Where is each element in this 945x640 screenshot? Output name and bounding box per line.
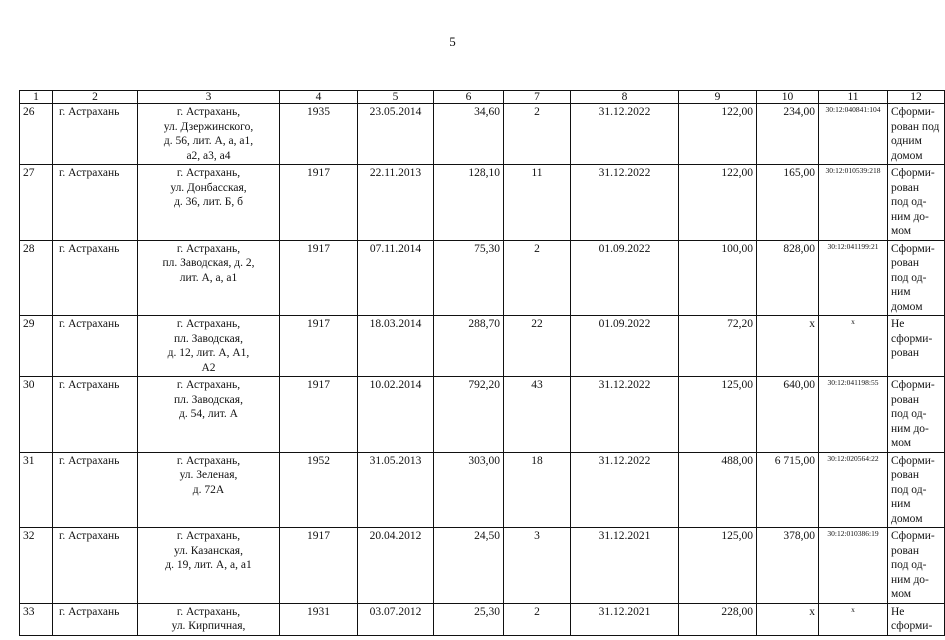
- city-cell: г. Астрахань: [53, 104, 138, 165]
- status-line: мом: [891, 437, 912, 449]
- status-line: домом: [891, 149, 923, 162]
- status-line: Сформи-: [891, 106, 935, 118]
- status-line: мом: [891, 225, 912, 237]
- address-line: д. 72А: [192, 483, 225, 496]
- status-cell: [888, 165, 945, 241]
- status-line: рован: [891, 347, 920, 359]
- status-cell: [888, 603, 945, 635]
- status-line: ним до-: [891, 210, 929, 223]
- year-cell: 1952: [280, 452, 358, 528]
- status-line: под од-: [891, 271, 927, 284]
- col-header: 5: [358, 91, 434, 104]
- date-cell: 22.11.2013: [358, 165, 434, 241]
- col-header: 12: [888, 91, 945, 104]
- value9-cell: 72,20: [679, 316, 757, 377]
- status-line: рован: [891, 257, 920, 269]
- address-cell: [138, 528, 280, 604]
- row-number: 32: [20, 528, 53, 604]
- city-cell: г. Астрахань: [53, 165, 138, 241]
- cadastral-number-cell: 30:12:010539:218: [819, 165, 888, 241]
- deadline-cell: 31.12.2022: [571, 104, 679, 165]
- count-cell: 18: [504, 452, 571, 528]
- value9-cell: 100,00: [679, 240, 757, 316]
- status-line: под од-: [891, 408, 927, 420]
- status-line: сформи-: [891, 332, 933, 345]
- cadastral-number-cell: 30:12:041199:21: [819, 240, 888, 316]
- address-line: ул. Дзержинского,: [163, 120, 254, 133]
- col-header: 10: [757, 91, 819, 104]
- row-number: 26: [20, 104, 53, 165]
- count-cell: 22: [504, 316, 571, 377]
- area-cell: 24,50: [434, 528, 504, 604]
- address-line: г. Астрахань,: [176, 530, 241, 542]
- count-cell: 3: [504, 528, 571, 604]
- address-line: г. Астрахань,: [176, 318, 241, 330]
- count-cell: 2: [504, 603, 571, 635]
- value10-cell: 165,00: [757, 165, 819, 241]
- address-line: А2: [201, 361, 216, 374]
- col-header: 3: [138, 91, 280, 104]
- cadastral-number-cell: 30:12:041198:55: [819, 377, 888, 453]
- date-cell: 07.11.2014: [358, 240, 434, 316]
- status-cell: [888, 104, 945, 165]
- deadline-cell: 31.12.2022: [571, 165, 679, 241]
- table-row: [20, 603, 945, 635]
- status-line: рован: [891, 181, 920, 194]
- address-line: ул. Донбасская,: [170, 181, 247, 194]
- table-row: [20, 452, 945, 528]
- address-line: г. Астрахань,: [176, 106, 241, 118]
- address-cell: [138, 240, 280, 316]
- address-cell: [138, 316, 280, 377]
- date-cell: 18.03.2014: [358, 316, 434, 377]
- address-cell: [138, 165, 280, 241]
- deadline-cell: 31.12.2022: [571, 377, 679, 453]
- count-cell: 43: [504, 377, 571, 453]
- date-cell: 03.07.2012: [358, 603, 434, 635]
- status-line: рован под: [891, 120, 940, 133]
- value9-cell: 125,00: [679, 377, 757, 453]
- table-row: [20, 240, 945, 316]
- status-cell: [888, 528, 945, 604]
- area-cell: 288,70: [434, 316, 504, 377]
- cadastral-number-cell: 30:12:020564:22: [819, 452, 888, 528]
- col-header: 2: [53, 91, 138, 104]
- deadline-cell: 31.12.2022: [571, 452, 679, 528]
- address-line: д. 19, лит. А, а, а1: [165, 559, 252, 571]
- status-cell: [888, 240, 945, 316]
- value9-cell: 122,00: [679, 104, 757, 165]
- deadline-cell: 31.12.2021: [571, 603, 679, 635]
- status-line: под од-: [891, 483, 927, 496]
- table-row: [20, 104, 945, 165]
- address-cell: [138, 452, 280, 528]
- cadastral-number-cell: х: [819, 603, 888, 635]
- address-line: пл. Заводская,: [174, 393, 243, 406]
- city-cell: г. Астрахань: [53, 528, 138, 604]
- status-line: рован: [891, 393, 920, 406]
- address-cell: [138, 104, 280, 165]
- year-cell: 1931: [280, 603, 358, 635]
- row-number: 27: [20, 165, 53, 241]
- value10-cell: 6 715,00: [757, 452, 819, 528]
- status-line: ним до-: [891, 573, 929, 586]
- status-line: рован: [891, 544, 920, 557]
- status-line: Сформи-: [891, 167, 935, 179]
- value9-cell: 125,00: [679, 528, 757, 604]
- year-cell: 1935: [280, 104, 358, 165]
- status-cell: [888, 452, 945, 528]
- area-cell: 128,10: [434, 165, 504, 241]
- area-cell: 34,60: [434, 104, 504, 165]
- address-line: лит. А, а, а1: [179, 271, 238, 284]
- deadline-cell: 01.09.2022: [571, 240, 679, 316]
- address-line: г. Астрахань,: [176, 605, 241, 618]
- value10-cell: х: [757, 316, 819, 377]
- value10-cell: 234,00: [757, 104, 819, 165]
- col-header: 4: [280, 91, 358, 104]
- table-row: [20, 316, 945, 377]
- cadastral-number-cell: х: [819, 316, 888, 377]
- value10-cell: 640,00: [757, 377, 819, 453]
- count-cell: 2: [504, 104, 571, 165]
- address-cell: [138, 377, 280, 453]
- status-line: Сформи-: [891, 454, 935, 467]
- address-line: г. Астрахань,: [176, 454, 241, 467]
- status-cell: [888, 377, 945, 453]
- year-cell: 1917: [280, 316, 358, 377]
- status-line: под од-: [891, 559, 927, 571]
- date-cell: 31.05.2013: [358, 452, 434, 528]
- address-line: д. 36, лит. Б, б: [174, 196, 243, 208]
- col-header: 6: [434, 91, 504, 104]
- status-line: ним: [891, 498, 911, 510]
- address-line: ул. Казанская,: [174, 544, 243, 557]
- year-cell: 1917: [280, 528, 358, 604]
- status-line: ним: [891, 286, 911, 298]
- row-number: 33: [20, 603, 53, 635]
- value9-cell: 228,00: [679, 603, 757, 635]
- address-line: д. 12, лит. А, А1,: [167, 347, 250, 359]
- col-header: 11: [819, 91, 888, 104]
- city-cell: г. Астрахань: [53, 316, 138, 377]
- date-cell: 20.04.2012: [358, 528, 434, 604]
- city-cell: г. Астрахань: [53, 377, 138, 453]
- col-header: 9: [679, 91, 757, 104]
- status-line: рован: [891, 469, 920, 481]
- status-line: Сформи-: [891, 242, 935, 255]
- cadastral-number-cell: 30:12:040841:104: [819, 104, 888, 165]
- city-cell: г. Астрахань: [53, 240, 138, 316]
- deadline-cell: 31.12.2021: [571, 528, 679, 604]
- address-cell: [138, 603, 280, 635]
- count-cell: 2: [504, 240, 571, 316]
- value9-cell: 122,00: [679, 165, 757, 241]
- address-line: д. 56, лит. А, а, а1,: [163, 135, 254, 147]
- address-line: г. Астрахань,: [176, 167, 241, 179]
- city-cell: г. Астрахань: [53, 603, 138, 635]
- address-line: г. Астрахань,: [176, 242, 241, 255]
- table-row: [20, 377, 945, 453]
- page-number: 5: [449, 34, 456, 49]
- status-line: Не: [891, 318, 905, 330]
- count-cell: 11: [504, 165, 571, 241]
- col-header: 7: [504, 91, 571, 104]
- status-line: мом: [891, 588, 912, 600]
- address-line: пл. Заводская, д. 2,: [162, 257, 255, 269]
- status-cell: [888, 316, 945, 377]
- col-header: 8: [571, 91, 679, 104]
- column-numbers-row: [20, 91, 945, 104]
- row-number: 31: [20, 452, 53, 528]
- table-row: [20, 165, 945, 241]
- area-cell: 303,00: [434, 452, 504, 528]
- date-cell: 10.02.2014: [358, 377, 434, 453]
- value10-cell: 828,00: [757, 240, 819, 316]
- address-line: ул. Зеленая,: [179, 469, 238, 481]
- year-cell: 1917: [280, 165, 358, 241]
- area-cell: 25,30: [434, 603, 504, 635]
- status-line: домом: [891, 512, 923, 525]
- value10-cell: 378,00: [757, 528, 819, 604]
- row-number: 30: [20, 377, 53, 453]
- status-line: домом: [891, 300, 923, 313]
- city-cell: г. Астрахань: [53, 452, 138, 528]
- value9-cell: 488,00: [679, 452, 757, 528]
- address-line: д. 54, лит. А: [179, 408, 238, 420]
- status-line: сформи-: [891, 620, 933, 632]
- value10-cell: х: [757, 603, 819, 635]
- housing-table: [19, 90, 945, 636]
- status-line: Не: [891, 605, 905, 618]
- col-header: 1: [20, 91, 53, 104]
- area-cell: 792,20: [434, 377, 504, 453]
- row-number: 29: [20, 316, 53, 377]
- area-cell: 75,30: [434, 240, 504, 316]
- deadline-cell: 01.09.2022: [571, 316, 679, 377]
- status-line: одним: [891, 135, 922, 147]
- date-cell: 23.05.2014: [358, 104, 434, 165]
- year-cell: 1917: [280, 377, 358, 453]
- status-line: ним до-: [891, 422, 929, 435]
- address-line: а2, а3, а4: [186, 149, 231, 162]
- cadastral-number-cell: 30:12:010386:19: [819, 528, 888, 604]
- table-row: [20, 528, 945, 604]
- address-line: ул. Кирпичная,: [171, 620, 246, 632]
- status-line: под од-: [891, 196, 927, 208]
- row-number: 28: [20, 240, 53, 316]
- status-line: Сформи-: [891, 379, 935, 391]
- year-cell: 1917: [280, 240, 358, 316]
- status-line: Сформи-: [891, 530, 935, 542]
- address-line: г. Астрахань,: [176, 379, 241, 391]
- address-line: пл. Заводская,: [174, 332, 243, 345]
